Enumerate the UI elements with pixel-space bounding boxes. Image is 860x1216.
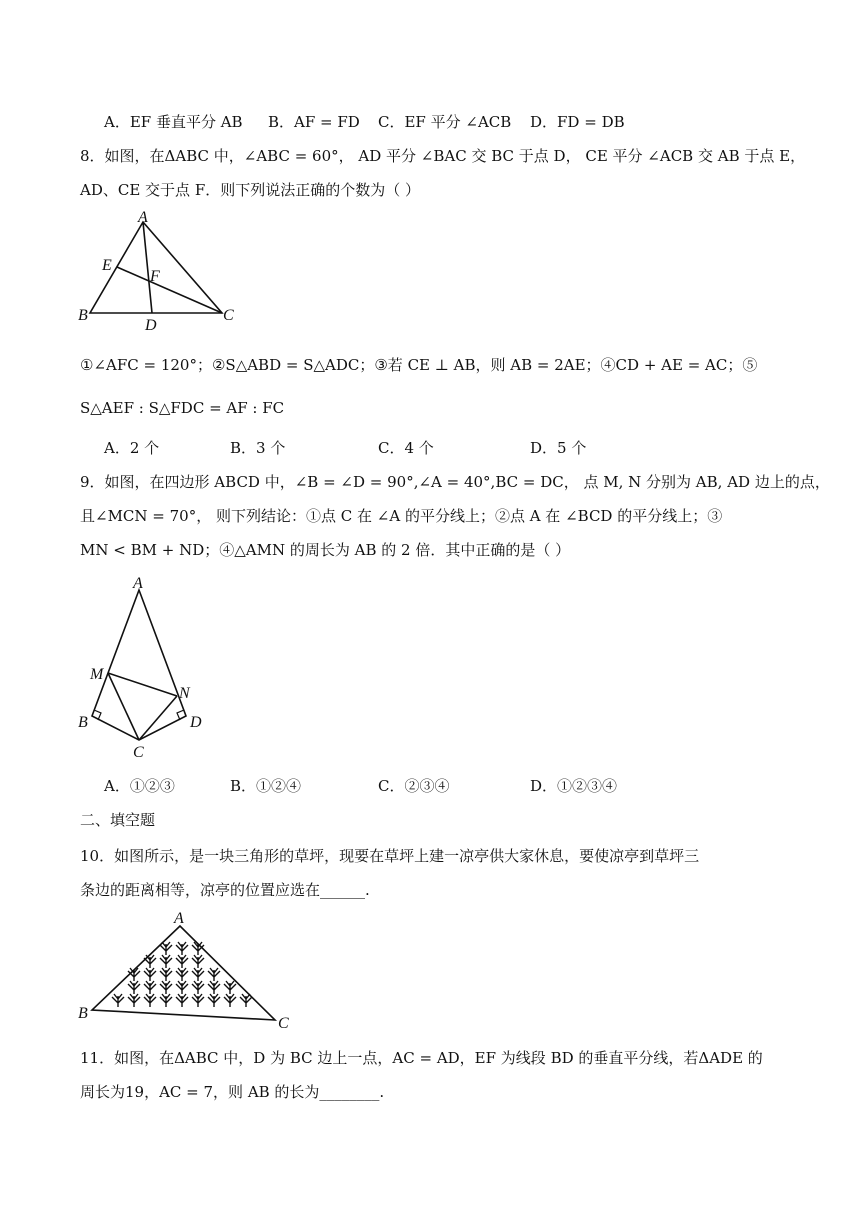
q9-segment-mn — [108, 673, 177, 696]
grass-tuft-icon — [192, 994, 204, 1007]
q10-stem-line1: 10．如图所示，是一块三角形的草坪，现要在草坪上建一凉亭供大家休息，要使凉亭到草坪三 — [80, 847, 700, 865]
q10-stem-line2: 条边的距离相等，凉亭的位置应选在______. — [80, 881, 370, 899]
grass-tuft-icon — [208, 981, 220, 994]
q9-label-m: M — [90, 666, 104, 683]
q8-label-e: E — [102, 257, 112, 274]
q9-label-a: A — [133, 575, 143, 592]
q10-grass-pattern — [112, 942, 252, 1007]
grass-tuft-icon — [160, 981, 172, 994]
q8-statements-line2: S△AEF : S△FDC = AF : FC — [80, 399, 285, 417]
grass-tuft-icon — [144, 994, 156, 1007]
q9-option-b: B．①②④ — [230, 777, 302, 795]
q8-label-b: B — [78, 307, 88, 324]
grass-tuft-icon — [144, 968, 156, 981]
grass-tuft-icon — [144, 955, 156, 968]
q8-option-a: A．2 个 — [104, 439, 160, 457]
q8-option-c: C．4 个 — [378, 439, 434, 457]
q9-stem-line1: 9．如图，在四边形 ABCD 中，∠B = ∠D = 90°,∠A = 40°,BC = DC， 点 M, N 分别为 AB, AD 边上的点， — [80, 473, 830, 491]
q8-segment-ce — [117, 267, 222, 313]
grass-tuft-icon — [192, 981, 204, 994]
q8-option-d: D．5 个 — [530, 439, 587, 457]
grass-tuft-icon — [176, 955, 188, 968]
section-title: 二、填空题 — [80, 811, 156, 829]
q8-label-c: C — [223, 307, 234, 324]
q9-quadrilateral-abcd — [92, 590, 186, 740]
q9-label-b: B — [78, 714, 88, 731]
q8-triangle-abc — [90, 222, 222, 313]
q9-right-angle-d — [177, 710, 184, 720]
grass-tuft-icon — [224, 994, 236, 1007]
q9-segment-nc — [139, 696, 177, 740]
grass-tuft-icon — [176, 942, 188, 955]
q11-stem-line1: 11．如图，在ΔABC 中，D 为 BC 边上一点，AC = AD，EF 为线段 BD 的垂直平分线，若ΔADE 的 — [80, 1049, 763, 1067]
grass-tuft-icon — [192, 942, 204, 955]
q8-stem-line2: AD、CE 交于点 F．则下列说法正确的个数为（ ） — [80, 181, 420, 199]
q9-label-d: D — [190, 714, 202, 731]
grass-tuft-icon — [160, 955, 172, 968]
grass-tuft-icon — [176, 981, 188, 994]
q9-stem-line2: 且∠MCN = 70°， 则下列结论：①点 C 在 ∠A 的平分线上；②点 A 在 ∠BCD 的平分线上；③ — [80, 507, 723, 525]
q9-option-d: D．①②③④ — [530, 777, 618, 795]
q7-option-d: D．FD = DB — [530, 113, 625, 131]
grass-tuft-icon — [128, 968, 140, 981]
grass-tuft-icon — [240, 994, 252, 1007]
grass-tuft-icon — [176, 968, 188, 981]
q8-stem-line1: 8．如图，在ΔABC 中，∠ABC = 60°， AD 平分 ∠BAC 交 BC 于点 D， CE 平分 ∠ACB 交 AB 于点 E， — [80, 147, 806, 165]
q8-segment-ad — [143, 222, 152, 313]
q9-right-angle-b — [94, 710, 101, 720]
q7-option-a: A．EF 垂直平分 AB — [104, 113, 243, 131]
q9-segment-mc — [108, 673, 139, 740]
grass-tuft-icon — [208, 968, 220, 981]
q7-option-b: B．AF = FD — [268, 113, 360, 131]
q10-label-b: B — [78, 1005, 88, 1022]
q9-stem-line3: MN < BM + ND；④△AMN 的周长为 AB 的 2 倍．其中正确的是（ ） — [80, 541, 571, 559]
q9-label-c: C — [133, 744, 144, 761]
grass-tuft-icon — [160, 968, 172, 981]
grass-tuft-icon — [128, 994, 140, 1007]
q10-label-c: C — [278, 1015, 289, 1032]
q8-label-f: F — [150, 268, 160, 285]
grass-tuft-icon — [112, 994, 124, 1007]
grass-tuft-icon — [144, 981, 156, 994]
grass-tuft-icon — [128, 981, 140, 994]
q9-option-c: C．②③④ — [378, 777, 450, 795]
grass-tuft-icon — [192, 955, 204, 968]
q8-statements-line1: ①∠AFC = 120°；②S△ABD = S△ADC；③若 CE ⊥ AB，则 AB = 2AE；④CD + AE = AC；⑤ — [80, 356, 758, 374]
grass-tuft-icon — [208, 994, 220, 1007]
grass-tuft-icon — [192, 968, 204, 981]
q11-stem-line2: 周长为19，AC = 7，则 AB 的长为________. — [80, 1083, 385, 1101]
q9-label-n: N — [179, 685, 190, 702]
q8-label-d: D — [145, 317, 157, 334]
q10-label-a: A — [174, 910, 184, 927]
grass-tuft-icon — [176, 994, 188, 1007]
q8-label-a: A — [138, 209, 148, 226]
q10-triangle-lawn — [92, 926, 275, 1020]
q7-option-c: C．EF 平分 ∠ACB — [378, 113, 512, 131]
grass-tuft-icon — [160, 942, 172, 955]
grass-tuft-icon — [224, 981, 236, 994]
grass-tuft-icon — [160, 994, 172, 1007]
q9-option-a: A．①②③ — [104, 777, 175, 795]
q8-option-b: B．3 个 — [230, 439, 286, 457]
